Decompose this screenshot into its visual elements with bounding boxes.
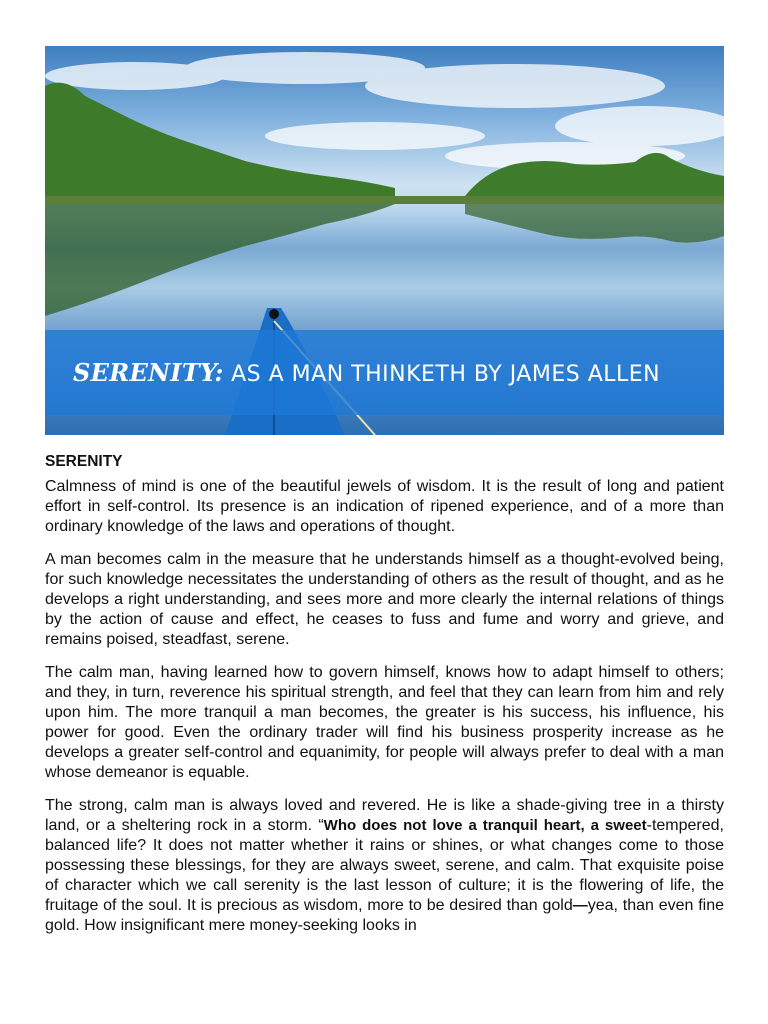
paragraph-1: Calmness of mind is one of the beautiful jewels of wisdom. It is the result of long and patient effort in self-control. Its presence is an indication of ripened experience, and of a more than ordinary knowledge of the laws and operations of thought. <box>45 478 724 535</box>
right-tree-reflection <box>465 204 724 243</box>
paragraph-4-rest: -tempered, balanced life? It does not matter whether it rains or shines, or what changes come to those possessing these blessings, for they are always sweet, serene, and calm. That exquisite poise of character which we call serenity is the last lesson of culture; it is the flowering of life, the fruitage of the soul. It is precious as wisdom, more to be desired than gold <box>45 817 724 914</box>
kayak-tip <box>269 309 279 319</box>
shoreline <box>45 196 724 204</box>
article-body <box>45 453 724 949</box>
paragraph-4-bold: Who does not love a tranquil heart, a sweet <box>323 817 647 834</box>
banner-title <box>73 358 660 388</box>
banner-title-rest: AS A MAN THINKETH BY JAMES ALLEN <box>223 361 661 387</box>
paragraph-4-end: yea, than even fine gold. How insignificant mere money-seeking looks in <box>45 897 724 934</box>
paragraph-4 <box>45 796 724 936</box>
paragraph-3: The calm man, having learned how to govern himself, knows how to adapt himself to others; and they, in turn, reverence his spiritual strength, and feel that they can learn from him and rely upon him. The more tranquil a man becomes, the greater is his success, his influence, his power for good. Even the ordinary trader will find his business prosperity increase as he develops a greater self-control and equanimity, for people will always prefer to deal with a man whose demeanor is equable. <box>45 664 724 781</box>
paragraph-2: A man becomes calm in the measure that he understands himself as a thought-evolved being, for such knowledge necessitates the understanding of others as the result of thought, and as he develops a right understanding, and sees more and more clearly the internal relations of things by the action of cause and effect, he ceases to fuss and fume and worry and grieve, and remains poised, steadfast, serene. <box>45 551 724 648</box>
paragraph-4-dash: — <box>572 897 588 914</box>
left-tree-reflection <box>45 204 395 316</box>
paragraph-4-start: The strong, calm man is always loved and revered. He is like a shade-giving tree in a thirsty land, or a sheltering rock in a storm. “ <box>45 797 724 834</box>
title-banner <box>45 330 724 415</box>
section-heading: SERENITY <box>45 453 123 470</box>
hero-image <box>45 46 724 435</box>
banner-title-bold: SERENITY: <box>73 357 224 387</box>
